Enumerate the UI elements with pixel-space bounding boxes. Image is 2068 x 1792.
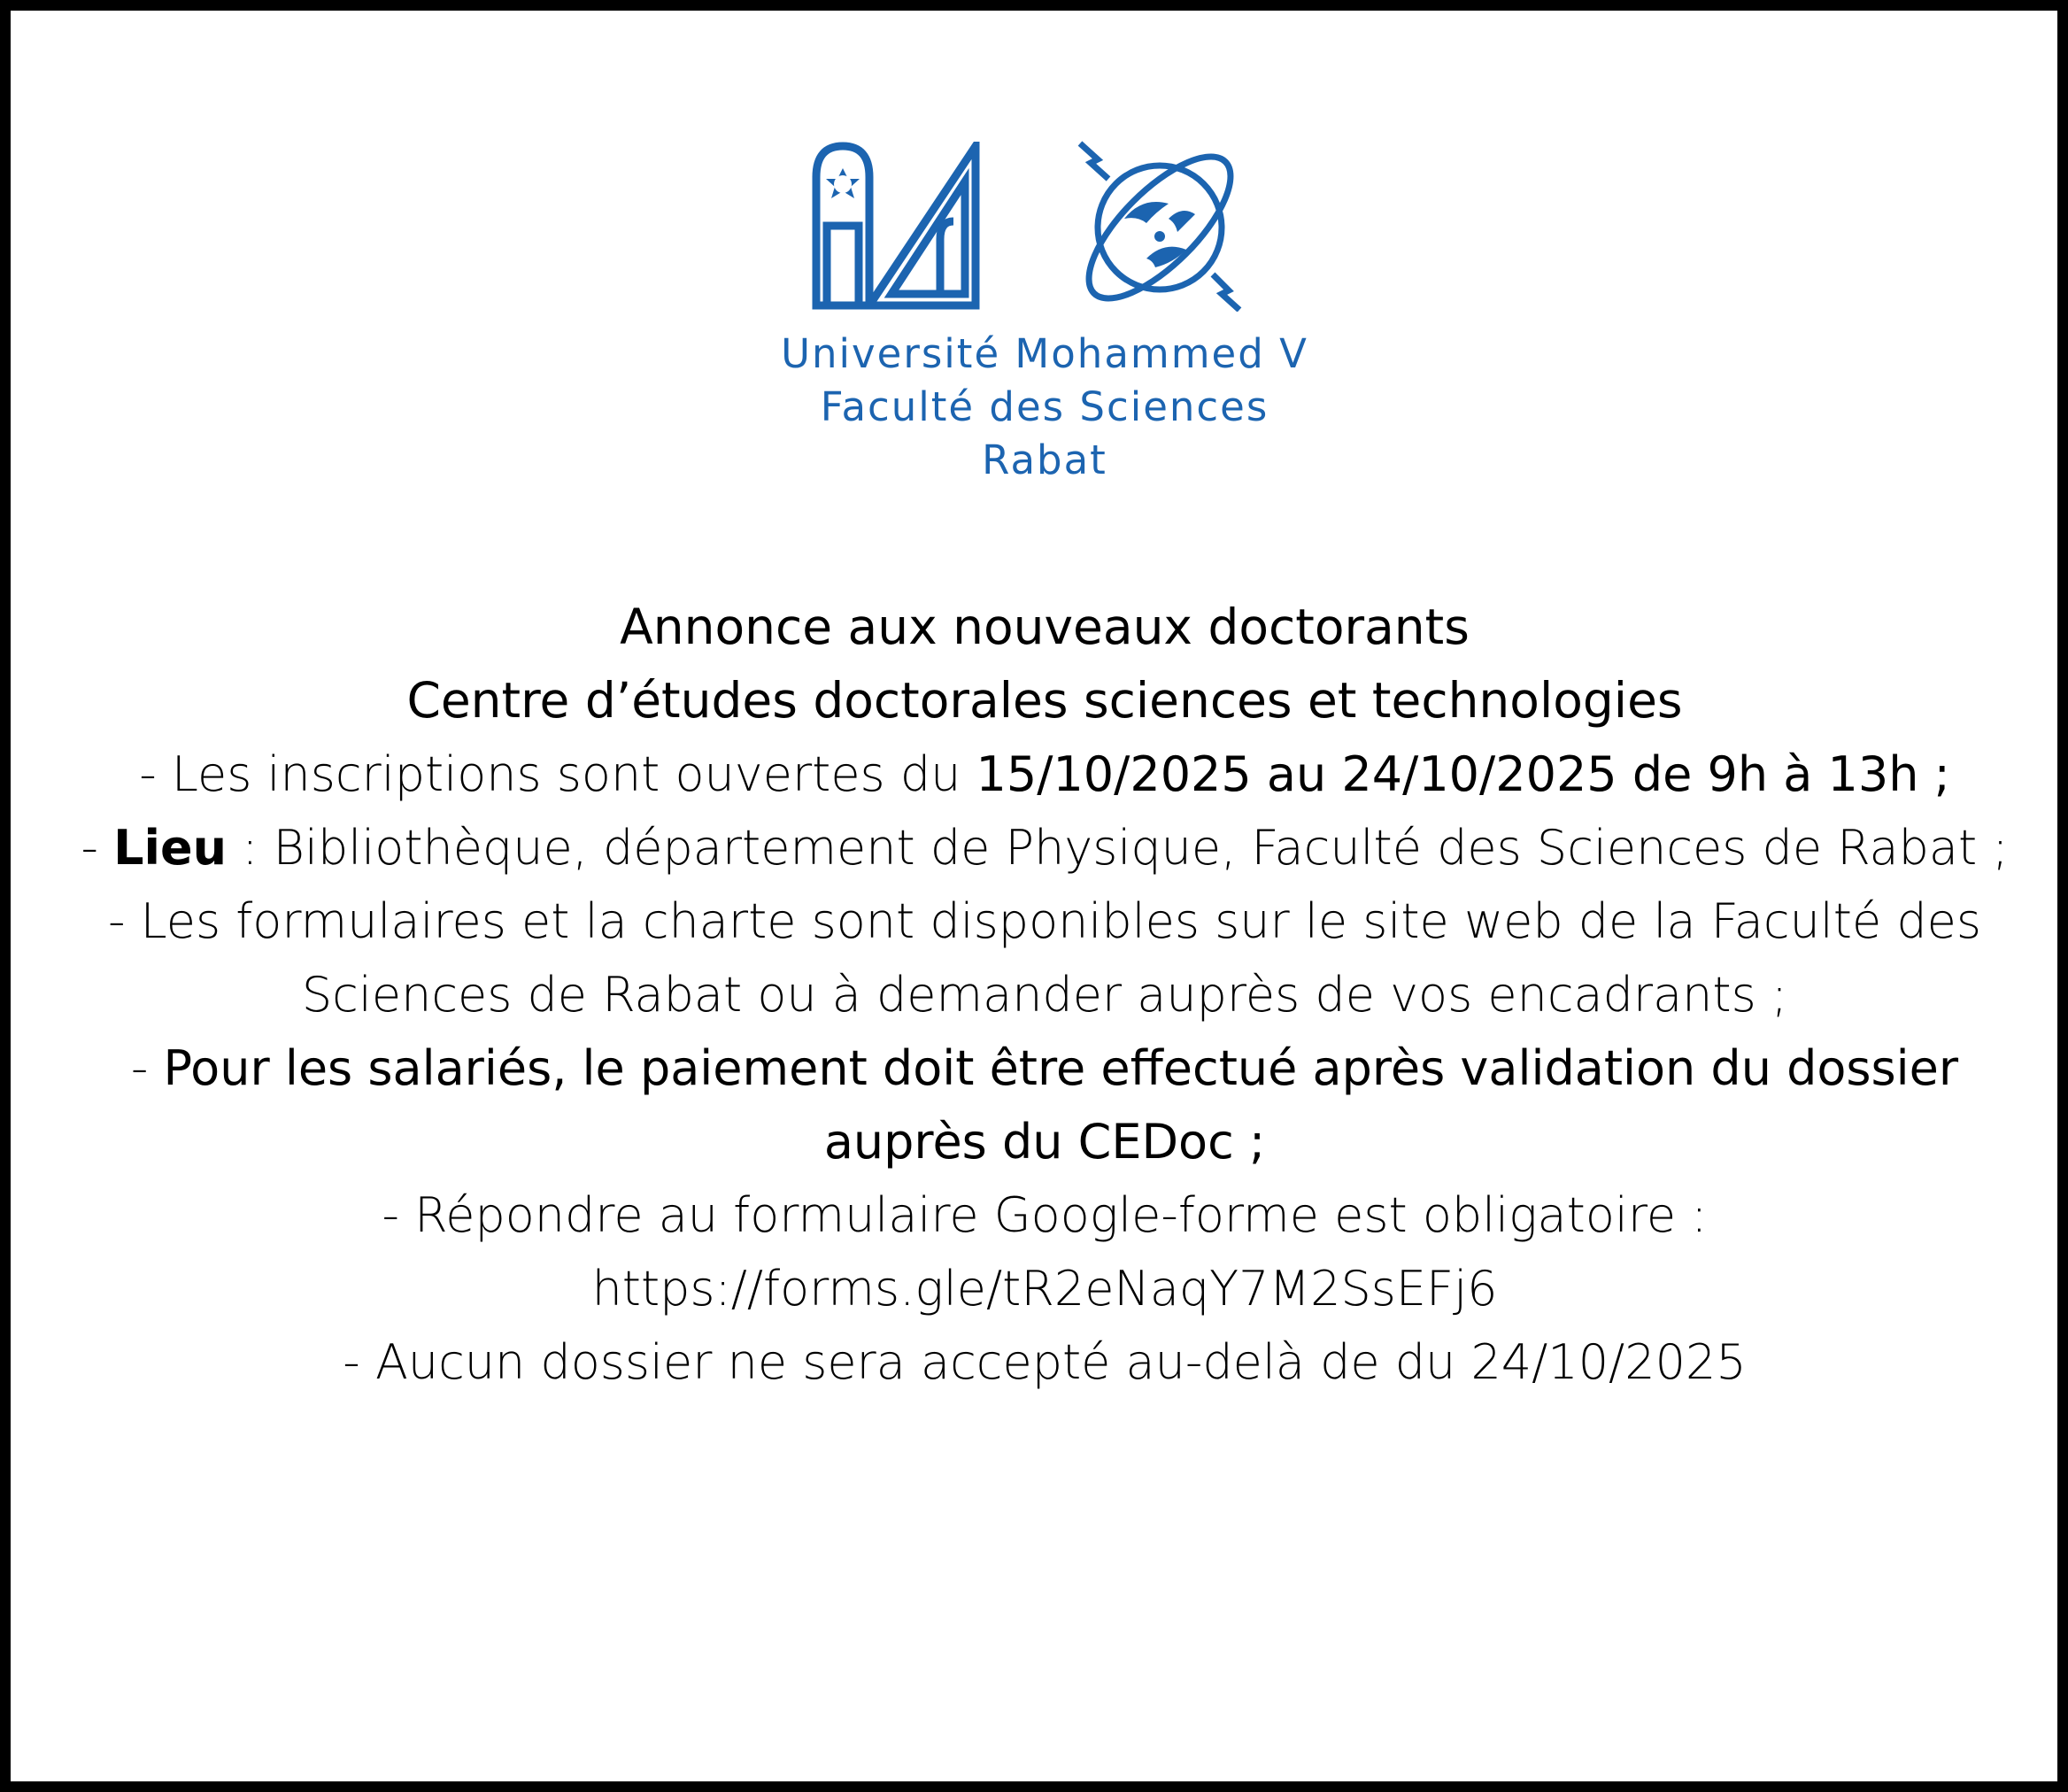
location-item: [64, 811, 2026, 884]
registration-dates-value: 15/10/2025 au 24/10/2025 de 9h à 13h ;: [976, 746, 1950, 802]
location-label: Lieu: [113, 820, 228, 876]
announcement-body: [64, 591, 2026, 1399]
city-name: Rabat: [982, 436, 1107, 483]
deadline-item: - Aucun dossier ne sera accepté au-delà de du 24/10/2025: [343, 1334, 1747, 1390]
announcement-subtitle: Centre d’études doctorales sciences et technologies: [406, 672, 1683, 729]
logo-area: [11, 135, 2068, 321]
payment-prefix: -: [130, 1040, 164, 1096]
registration-dates-item: [64, 738, 2026, 811]
registration-dates-prefix: - Les inscriptions sont ouvertes du: [139, 746, 976, 802]
google-form-link[interactable]: https://forms.gle/tR2eNaqY7M2SsEFj6: [591, 1261, 1498, 1317]
payment-text: Pour les salariés, le paiement doit être effectué après validation du dossier auprès du CEDoc ;: [163, 1040, 1959, 1170]
location-prefix: -: [81, 820, 114, 876]
payment-item: [64, 1031, 2026, 1178]
announcement-title: Annonce aux nouveaux doctorants: [620, 599, 1470, 655]
google-form-item: - Répondre au formulaire Google-forme est obligatoire :: [382, 1187, 1708, 1243]
faculty-sciences-logo: [1071, 135, 1248, 312]
university-name: Université Mohammed V: [781, 330, 1308, 377]
faculty-name: Faculté des Sciences: [820, 383, 1269, 430]
university-mohammed-v-logo: [807, 142, 984, 310]
location-text: : Bibliothèque, département de Physique, Faculté des Sciences de Rabat ;: [227, 820, 2009, 876]
forms-item: - Les formulaires et la charte sont disponibles sur le site web de la Faculté des Sciences de Rabat ou à demander auprès de vos encadrants ;: [107, 893, 1982, 1023]
